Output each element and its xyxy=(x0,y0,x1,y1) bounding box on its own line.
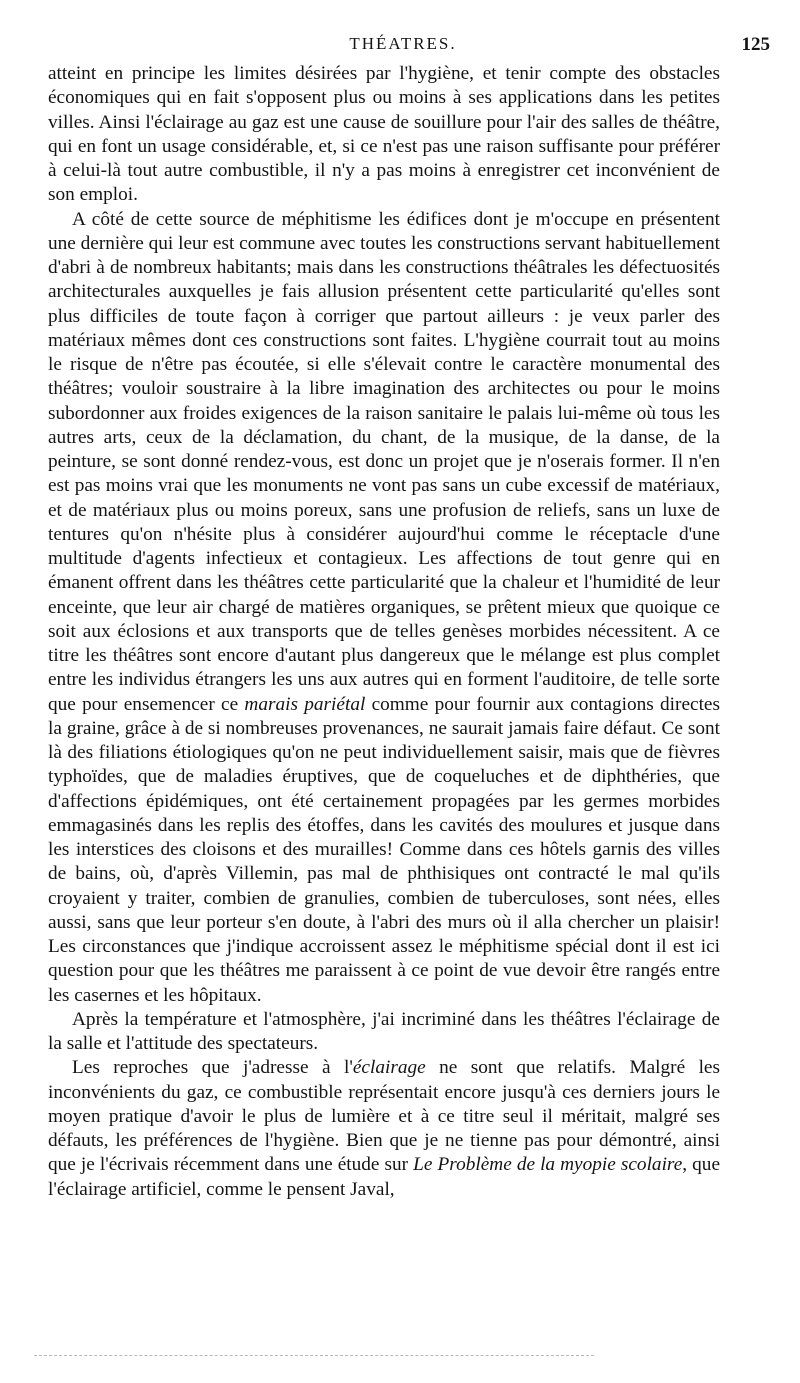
paragraph-3-text: Après la température et l'atmosphère, j'ai incriminé dans les théâtres l'éclairage de la salle et l'attitude des spectateurs. xyxy=(48,1008,720,1054)
paragraph-1-text: atteint en principe les limites désirées par l'hygiène, et tenir compte des obstacles économiques qui en fait s'opposent plus ou moins à ses applications dans les petites villes. Ainsi l'éclairage au gaz est une cause de souillure pour l'air des salles de théâtre, qui en font un usage considérable, et, si ce n'est pas une raison suffisante pour préférer à celui-là tout autre combustible, il n'y a pas moins à enregistrer cet inconvénient de son emploi. xyxy=(48,63,720,206)
running-head xyxy=(36,30,770,60)
paragraph-2-text-after: comme pour fournir aux contagions directes la graine, grâce à de si nombreuses provenances, ne saurait jamais faire défaut. Ce sont là des filiations étiologiques qu'on ne peut individuellement saisir, mais que de fièvres typhoïdes, que de maladies éruptives, que de coqueluches et de diphthéries, que d'affections épidémiques, ont été certainement propagées par les germes morbides emmagasinés dans les replis des étoffes, dans les cavités des moulures et jusque dans les interstices des cloisons et des murailles! Comme dans ces hôtels garnis des villes de bains, où, d'après Villemin, pas mal de phthisiques ont contracté le mal qu'ils croyaient y traiter, combien de granulies, combien de tuberculoses, sont nées, elles aussi, sans que leur porteur s'en doute, à l'abri des murs où il alla chercher un plaisir! Les circonstances que j'indique accroissent assez le méphitisme spécial dont il est ici question pour que les théâtres me paraissent à ce point de vue devoir être rangés entre les casernes et les hôpitaux. xyxy=(48,693,720,1006)
paragraph-4-text: Les reproches que j'adresse à l' xyxy=(72,1057,353,1079)
running-title: THÉATRES. xyxy=(349,34,457,53)
paragraph-3 xyxy=(48,1008,720,1057)
paragraph-4-text-after: ne sont que relatifs. Malgré les inconvénients du gaz, ce combustible représentait encore jusqu'à ces derniers jours le moyen pratique d'avoir le plus de lumière et à ce titre seul il méritait, malgré ses défauts, les préférences de l'hygiène. Bien que je ne tienne pas pour démontré, ainsi que je l'écrivais récemment dans une étude sur xyxy=(48,1057,720,1176)
body-text xyxy=(48,62,720,1202)
paragraph-4-text-after-2: , que l'éclairage artificiel, comme le pensent Javal, xyxy=(48,1154,721,1200)
paragraph-1 xyxy=(48,62,720,208)
paragraph-4-italic-2: Le Problème de la myopie scolaire xyxy=(413,1154,683,1176)
page-number: 125 xyxy=(741,34,770,55)
bottom-rule xyxy=(34,1355,594,1356)
paragraph-2-italic: marais pariétal xyxy=(244,693,366,715)
paragraph-4-italic: éclairage xyxy=(352,1057,426,1079)
paragraph-4 xyxy=(48,1056,720,1202)
paragraph-2 xyxy=(48,208,720,1008)
paragraph-2-text: A côté de cette source de méphitisme les édifices dont je m'occupe en présentent une dernière qui leur est commune avec toutes les constructions servant habituellement d'abri à de nombreux habitants; mais dans les constructions théâtrales les défectuosités architecturales auxquelles je fais allusion présentent cette particularité qu'elles sont plus difficiles de toute façon à corriger que partout ailleurs : je veux parler des matériaux mêmes dont ces constructions sont faites. L'hygiène courrait tout au moins le risque de n'être pas écoutée, si elle s'élevait contre le caractère monumental des théâtres; vouloir soustraire à la libre imagination des architectes ou pour le moins subordonner aux froides exigences de la raison sanitaire le palais lui-même où tous les autres arts, ceux de la déclamation, du chant, de la musique, de la danse, de la peinture, se sont donné rendez-vous, est donc un projet que je n'oserais former. Il n'en est pas moins vrai que les monuments ne vont pas sans un cube excessif de matériaux, et de matériaux plus ou moins poreux, sans une profusion de reliefs, sans un luxe de tentures qu'on n'hésite plus à considérer aujourd'hui comme le réceptacle d'une multitude d'agents infectieux et contagieux. Les affections de tout genre qui en émanent offrent dans les théâtres cette particularité que la chaleur et l'humidité de leur enceinte, que leur air chargé de matières organiques, se prêtent mieux que quoique ce soit aux éclosions et aux transports que de telles genèses morbides nécessitent. A ce titre les théâtres sont encore d'autant plus dangereux que le mélange est plus complet entre les individus étrangers les uns aux autres qui en forment l'auditoire, de telle sorte que pour ensemencer ce xyxy=(48,208,720,715)
